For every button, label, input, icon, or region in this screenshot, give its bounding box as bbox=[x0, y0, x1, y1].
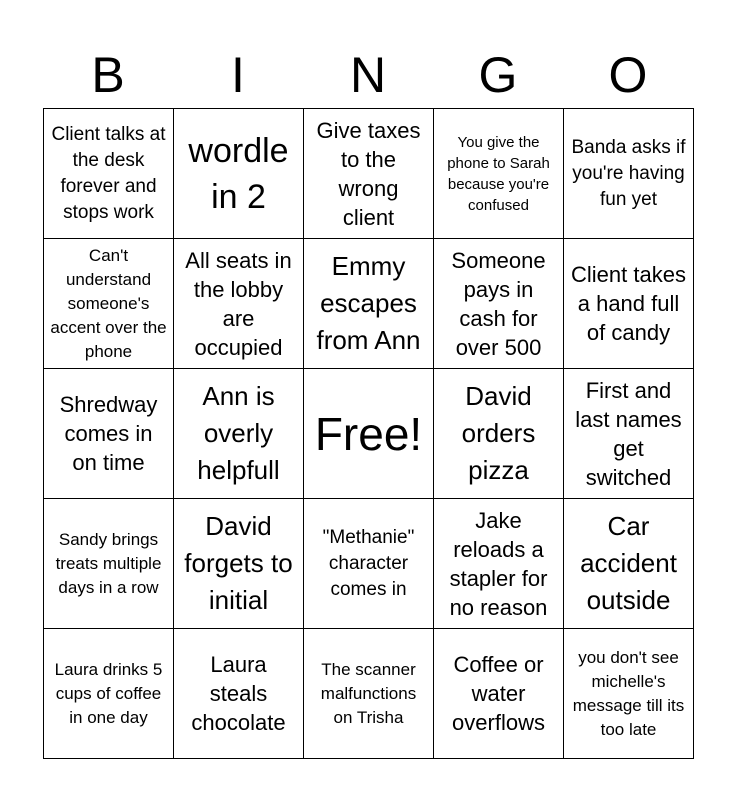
bingo-cell-r5c4[interactable] bbox=[434, 629, 564, 759]
cell-text: Can't understand someone's accent over the phone bbox=[50, 245, 167, 361]
bingo-cell-r5c1[interactable] bbox=[44, 629, 174, 759]
bingo-cell-r4c5[interactable] bbox=[564, 499, 694, 629]
bingo-board bbox=[43, 108, 694, 759]
bingo-cell-r2c3[interactable] bbox=[304, 239, 434, 369]
bingo-cell-r4c2[interactable] bbox=[174, 499, 304, 629]
bingo-cell-r1c5[interactable] bbox=[564, 109, 694, 239]
cell-text: wordle in 2 bbox=[188, 131, 289, 216]
bingo-cell-r2c2[interactable] bbox=[174, 239, 304, 369]
free-space: Free! bbox=[314, 407, 423, 460]
cell-text: "Methanie" character comes in bbox=[322, 526, 415, 600]
header-letter-n: N bbox=[349, 47, 387, 103]
bingo-header bbox=[43, 40, 693, 108]
cell-text: You give the phone to Sarah because you're confused bbox=[447, 133, 550, 214]
cell-text: David forgets to initial bbox=[184, 511, 293, 615]
cell-text: All seats in the lobby are occupied bbox=[185, 247, 292, 360]
cell-text: Someone pays in cash for over 500 bbox=[451, 247, 546, 360]
cell-text: Laura drinks 5 cups of coffee in one day bbox=[54, 659, 163, 727]
bingo-cell-r1c2[interactable] bbox=[174, 109, 304, 239]
header-letter-i: I bbox=[231, 47, 245, 103]
bingo-cell-r2c4[interactable] bbox=[434, 239, 564, 369]
cell-text: Give taxes to the wrong client bbox=[316, 117, 421, 230]
bingo-cell-r2c5[interactable] bbox=[564, 239, 694, 369]
cell-text: The scanner malfunctions on Trisha bbox=[320, 659, 417, 727]
cell-text: Coffee or water overflows bbox=[452, 652, 545, 735]
cell-text: Car accident outside bbox=[580, 511, 677, 615]
cell-text: Laura steals chocolate bbox=[191, 652, 286, 735]
bingo-cell-r3c1[interactable] bbox=[44, 369, 174, 499]
cell-text: Client talks at the desk forever and stops work bbox=[51, 123, 166, 223]
bingo-cell-r2c1[interactable] bbox=[44, 239, 174, 369]
header-letter-o: O bbox=[608, 47, 648, 103]
bingo-cell-r3c3[interactable] bbox=[304, 369, 434, 499]
cell-text: Jake reloads a stapler for no reason bbox=[449, 507, 548, 620]
bingo-cell-r3c2[interactable] bbox=[174, 369, 304, 499]
bingo-cell-r5c5[interactable] bbox=[564, 629, 694, 759]
cell-text: David orders pizza bbox=[461, 381, 536, 485]
bingo-cell-r4c4[interactable] bbox=[434, 499, 564, 629]
header-letter-g: G bbox=[478, 47, 518, 103]
cell-text: Emmy escapes from Ann bbox=[316, 251, 421, 355]
cell-text: Client takes a hand full of candy bbox=[571, 262, 686, 345]
cell-text: Shredway comes in on time bbox=[59, 392, 158, 475]
bingo-cell-r5c2[interactable] bbox=[174, 629, 304, 759]
cell-text: First and last names get switched bbox=[575, 377, 682, 490]
bingo-cell-r1c1[interactable] bbox=[44, 109, 174, 239]
bingo-cell-r4c3[interactable] bbox=[304, 499, 434, 629]
cell-text: Banda asks if you're having fun yet bbox=[571, 136, 686, 210]
cell-text: you don't see michelle's message till its too late bbox=[572, 647, 685, 739]
bingo-cell-r1c4[interactable] bbox=[434, 109, 564, 239]
bingo-cell-r3c4[interactable] bbox=[434, 369, 564, 499]
bingo-cell-r5c3[interactable] bbox=[304, 629, 434, 759]
bingo-cell-r1c3[interactable] bbox=[304, 109, 434, 239]
cell-text: Ann is overly helpfull bbox=[197, 381, 280, 485]
cell-text: Sandy brings treats multiple days in a row bbox=[55, 529, 162, 597]
bingo-cell-r4c1[interactable] bbox=[44, 499, 174, 629]
header-letter-b: B bbox=[91, 47, 125, 103]
bingo-cell-r3c5[interactable] bbox=[564, 369, 694, 499]
